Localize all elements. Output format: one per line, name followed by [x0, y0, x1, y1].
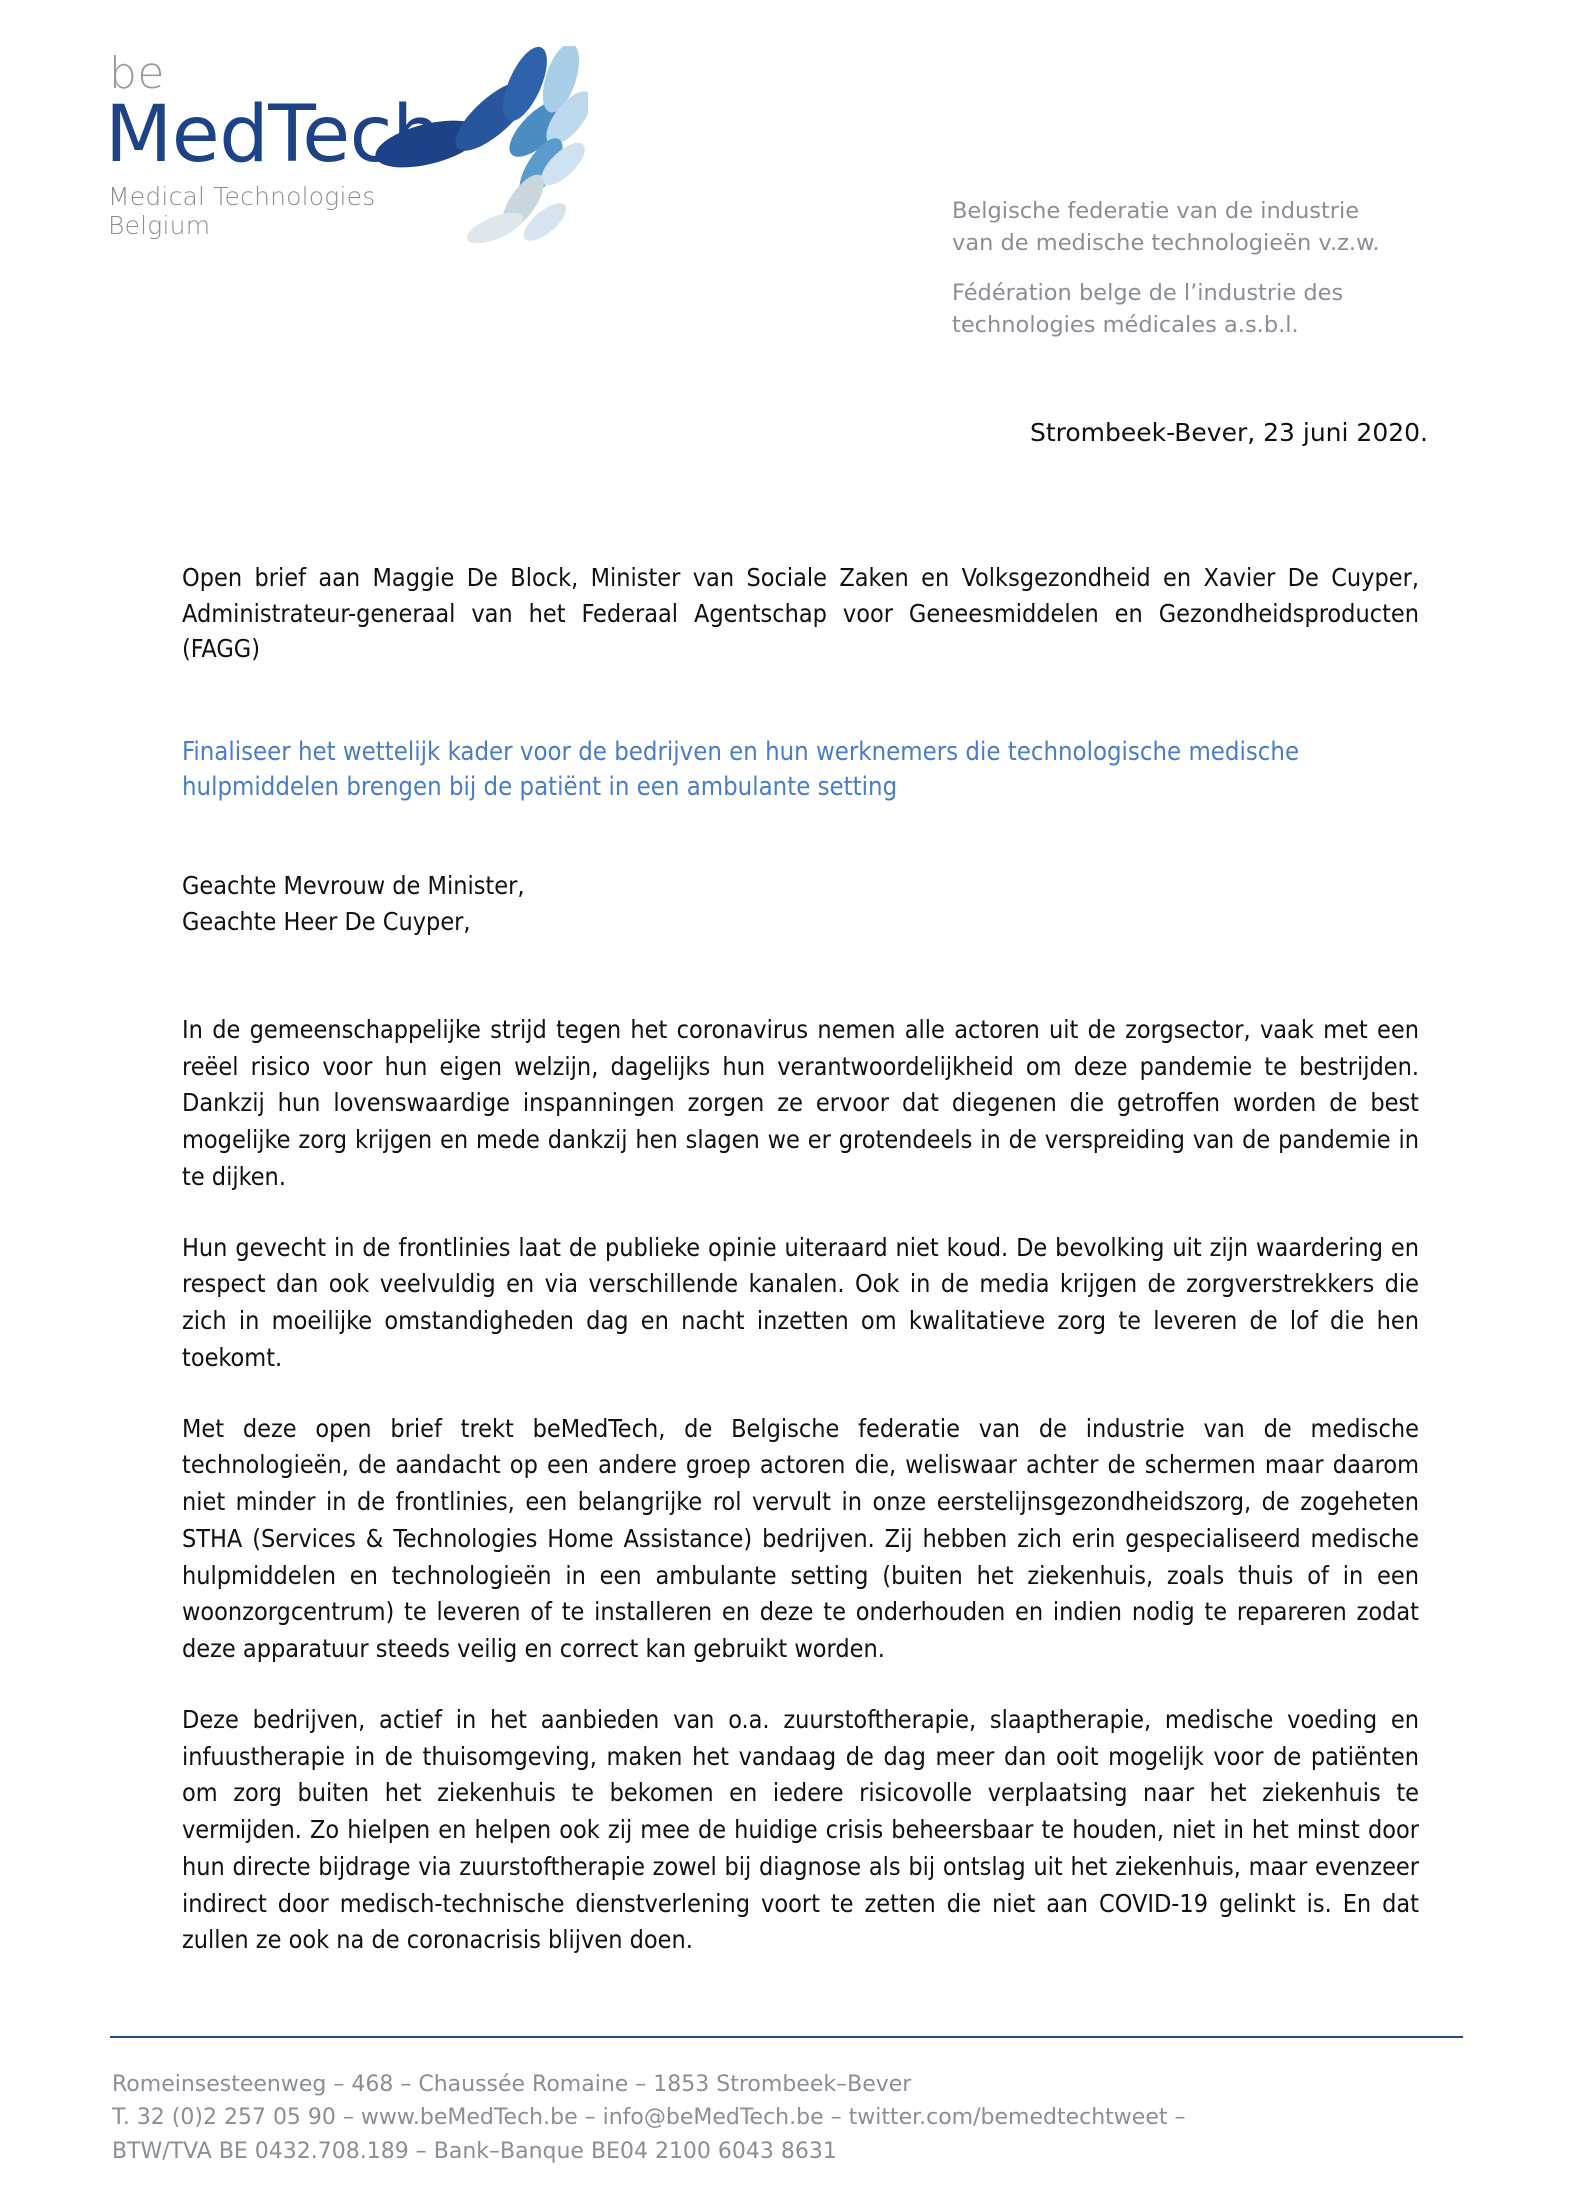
letter-body: [182, 560, 1419, 1959]
footer-contact-line: T. 32 (0)2 257 05 90 – www.beMedTech.be – info@beMedTech.be – twitter.com/bemedtechtweet –: [112, 2105, 1186, 2131]
logo-wordmark: [105, 48, 455, 241]
logo-tagline: Medical Technologies Belgium: [108, 182, 376, 241]
body-paragraph: Deze bedrijven, actief in het aanbieden van o.a. zuurstoftherapie, slaaptherapie, medische voeding en infuustherapie in de thuisomgeving, maken het vandaag de dag meer dan ooit mogelijk voor de patiënten om zorg buiten het ziekenhuis te bekomen en iedere risicovolle verplaatsing naar het ziekenhuis te vermijden. Zo hielpen en helpen ook zij mee de huidige crisis beheersbaar te houden, niet in het minst door hun directe bijdrage via zuurstoftherapie zowel bij diagnose als bij ontslag uit het ziekenhuis, maar evenzeer indirect door medisch-technische dienstverlening voort te zetten die niet aan COVID-19 gelinkt is. En dat zullen ze ook na de coronacrisis blijven doen.: [182, 1704, 1419, 1955]
logo-medtech-text: MedTech: [105, 90, 441, 180]
footer-address-line: Romeinsesteenweg – 468 – Chaussée Romaine – 1853 Strombeek–Bever: [112, 2072, 912, 2097]
footer-legal-line: BTW/TVA BE 0432.708.189 – Bank–Banque BE04 2100 6043 8631: [112, 2138, 837, 2164]
addressee-block: Open brief aan Maggie De Block, Minister van Sociale Zaken en Volksgezondheid en Xavier De Cuyper, Administrateur-generaal van het Federaal Agentschap voor Geneesmiddelen en Gezondheidsproducten (FAGG): [182, 563, 1419, 663]
salutation-block: [182, 806, 1419, 940]
federation-name-fr-line2: technologies médicales a.s.b.l.: [952, 311, 1299, 338]
federation-names: [952, 196, 1422, 342]
body-paragraph: Met deze open brief trekt beMedTech, de Belgische federatie van de industrie van de medische technologieën, de aandacht op een andere groep actoren die, weliswaar achter de schermen maar daarom niet minder in de frontlinies, een belangrijke rol vervult in onze eerstelijnsgezondheidszorg, de zogeheten STHA (Services & Technologies Home Assistance) bedrijven. Zij hebben zich erin gespecialiseerd medische hulpmiddelen en technologieën in een ambulante setting (buiten het ziekenhuis, zoals thuis of in een woonzorgcentrum) te leveren of te installeren en deze te onderhouden en indien nodig te repareren zodat deze apparatuur steeds veilig en correct kan gebruikt worden.: [182, 1413, 1419, 1664]
bemedtech-logo: [105, 48, 575, 247]
salutation-line-2: Geachte Heer De Cuyper,: [182, 906, 471, 936]
federation-name-nl-line1: Belgische federatie van de industrie: [952, 198, 1360, 224]
body-paragraph: In de gemeenschappelijke strijd tegen het coronavirus nemen alle actoren uit de zorgsector, vaak met een reëel risico voor hun eigen welzijn, dagelijks hun verantwoordelijkheid om deze pandemie te bestrijden. Dankzij hun lovenswaardige inspanningen zorgen ze ervoor dat diegenen die getroffen worden de best mogelijke zorg krijgen en mede dankzij hen slagen we er grotendeels in de verspreiding van de pandemie in te dijken.: [182, 1014, 1419, 1191]
subject-heading: Finaliseer het wettelijk kader voor de bedrijven en hun werknemers die technologische medische hulpmiddelen brengen bij de patiënt in een ambulante setting: [182, 736, 1300, 803]
body-paragraph: Hun gevecht in de frontlinies laat de publieke opinie uiteraard niet koud. De bevolking uit zijn waardering en respect dan ook veelvuldig en via verschillende kanalen. Ook in de media krijgen de zorgverstrekkers die zich in moeilijke omstandigheden dag en nacht inzetten om kwalitatieve zorg te leveren de lof die hen toekomt.: [182, 1232, 1419, 1372]
salutation-line-1: Geachte Mevrouw de Minister,: [182, 870, 525, 900]
footer-contact-block: [112, 2068, 1185, 2168]
date-line: Strombeek-Bever, 23 juni 2020.: [1029, 418, 1428, 447]
federation-name-nl-line2: van de medische technologieën v.z.w.: [952, 229, 1380, 256]
spacer: [952, 260, 1422, 278]
federation-name-fr-line1: Fédération belge de l’industrie des: [952, 279, 1344, 306]
paragraph-list: [182, 940, 1419, 1959]
footer-divider: [110, 2036, 1463, 2038]
letterhead: [0, 0, 1576, 360]
logo-be-text: be: [109, 48, 165, 99]
